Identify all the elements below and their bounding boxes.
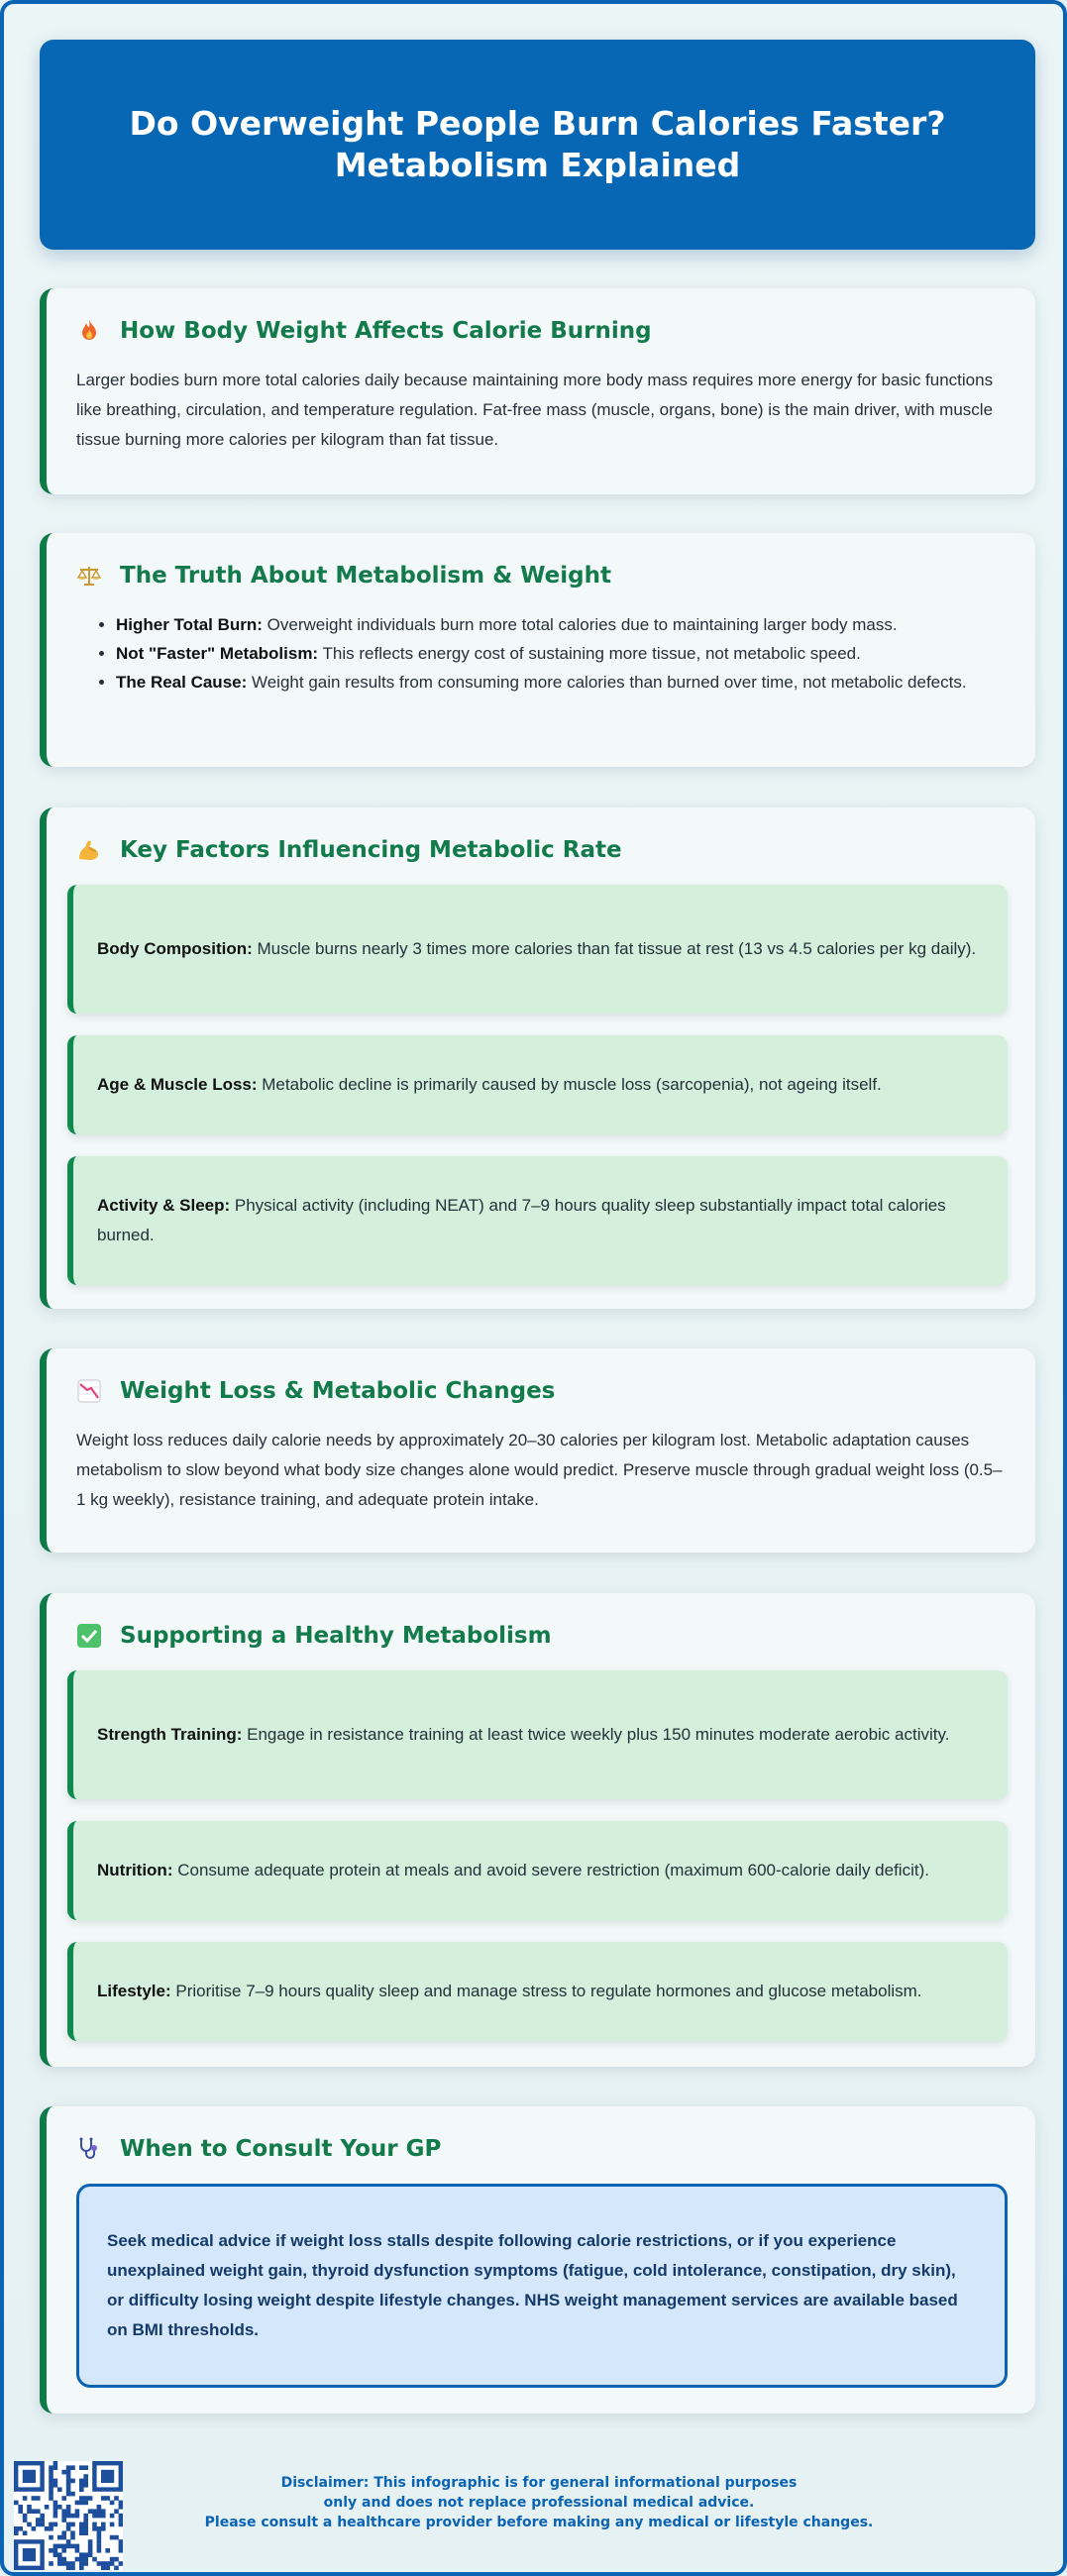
qr-code-icon[interactable] [14,2461,123,2570]
disclaimer-text: This infographic is for general informational purposes [369,2475,798,2491]
factor-card [67,885,1008,1014]
flexed-bicep-icon [76,837,102,863]
gp-alert-text: Seek medical advice if weight loss stalls despite following calorie restrictions, or if you experience unexplained weight gain, thyroid dysfunction symptoms (fatigue, cold intolerance, constipation, dry skin), or difficulty losing weight despite lifestyle changes. NHS weight management services are available based on BMI thresholds. [107,2231,958,2339]
gp-alert-box [76,2184,1008,2388]
factors-list [67,885,1008,1285]
card-heading [76,559,1008,592]
card-body-weight [40,288,1035,494]
section-title: How Body Weight Affects Calorie Burning [120,318,652,344]
item-text: Weight gain results from consuming more calories than burned over time, not metabolic defects. [247,673,967,692]
support-text [97,1720,984,1750]
page-title: Do Overweight People Burn Calories Faster? Metabolism Explained [129,104,946,184]
list-item [116,639,1008,668]
support-card [67,1821,1008,1920]
item-label: Not "Faster" Metabolism: [116,644,319,663]
support-body: Prioritise 7–9 hours quality sleep and manage stress to regulate hormones and glucose metabolism. [170,1982,922,2000]
supporting-list [67,1670,1008,2041]
support-text [97,1856,984,1885]
card-supporting [40,1593,1035,2067]
factor-label: Activity & Sleep: [97,1196,231,1215]
item-label: The Real Cause: [116,673,248,692]
stethoscope-icon [76,2136,102,2162]
support-body: Consume adequate protein at meals and avoid severe restriction (maximum 600-calorie daily deficit). [172,1861,929,1879]
factor-label: Age & Muscle Loss: [97,1075,258,1094]
list-item [116,610,1008,639]
disclaimer-line [143,2473,935,2493]
disclaimer [143,2473,935,2532]
fire-icon [76,318,102,344]
disclaimer-line: only and does not replace professional medical advice. [323,2495,755,2511]
factor-text [97,1191,984,1250]
section-text: Weight loss reduces daily calorie needs by approximately 20–30 calories per kilogram lost. Metabolic adaptation causes metabolism to slow beyond what body size changes alone would predict. Preserve muscle through gradual weight loss (0.5–1 kg weekly), resistance training, and adequate protein intake. [76,1431,1003,1509]
card-heading [76,2132,1008,2166]
section-title: Key Factors Influencing Metabolic Rate [120,837,622,863]
list-item [116,668,1008,697]
factor-body: Physical activity (including NEAT) and 7–9 hours quality sleep substantially impact total calories burned. [97,1196,946,1244]
card-weight-loss [40,1348,1035,1553]
support-label: Lifestyle: [97,1982,171,2000]
page-header [40,40,1035,250]
support-text [97,1977,984,2006]
factor-card [67,1156,1008,1285]
item-label: Higher Total Burn: [116,615,263,634]
card-truth [40,533,1035,767]
section-text: Larger bodies burn more total calories daily because maintaining more body mass requires more energy for basic functions like breathing, circulation, and temperature regulation. Fat-free mass (muscle, organs, bone) is the main driver, with muscle tissue burning more calories per kilogram than fat tissue. [76,371,994,449]
card-consult-gp [40,2106,1035,2414]
section-title: Weight Loss & Metabolic Changes [120,1378,556,1404]
scales-icon [76,563,102,589]
card-heading [76,833,1008,867]
disclaimer-line: Please consult a healthcare provider before making any medical or lifestyle changes. [204,2515,874,2530]
card-heading [76,314,1008,348]
support-label: Nutrition: [97,1861,173,1879]
chart-decreasing-icon [76,1378,102,1404]
disclaimer-label: Disclaimer: [280,2475,370,2491]
card-heading [76,1374,1008,1408]
card-heading [76,1619,1008,1653]
section-title: The Truth About Metabolism & Weight [120,563,611,589]
factor-card [67,1035,1008,1134]
factor-text [97,1070,984,1100]
factor-body: Metabolic decline is primarily caused by muscle loss (sarcopenia), not ageing itself. [257,1075,882,1094]
support-card [67,1942,1008,2041]
footer [4,2451,1067,2570]
check-mark-icon [76,1623,102,1649]
support-body: Engage in resistance training at least twice weekly plus 150 minutes moderate aerobic activity. [242,1725,950,1744]
factor-label: Body Composition: [97,939,253,958]
factor-body: Muscle burns nearly 3 times more calories than fat tissue at rest (13 vs 4.5 calories per kg daily). [252,939,977,958]
support-card [67,1670,1008,1799]
factor-text [97,934,984,964]
card-factors [40,807,1035,1309]
support-label: Strength Training: [97,1725,243,1744]
item-text: This reflects energy cost of sustaining more tissue, not metabolic speed. [318,644,861,663]
truth-list [116,610,1008,697]
section-title: Supporting a Healthy Metabolism [120,1623,552,1649]
section-title: When to Consult Your GP [120,2136,442,2162]
item-text: Overweight individuals burn more total calories due to maintaining larger body mass. [262,615,898,634]
